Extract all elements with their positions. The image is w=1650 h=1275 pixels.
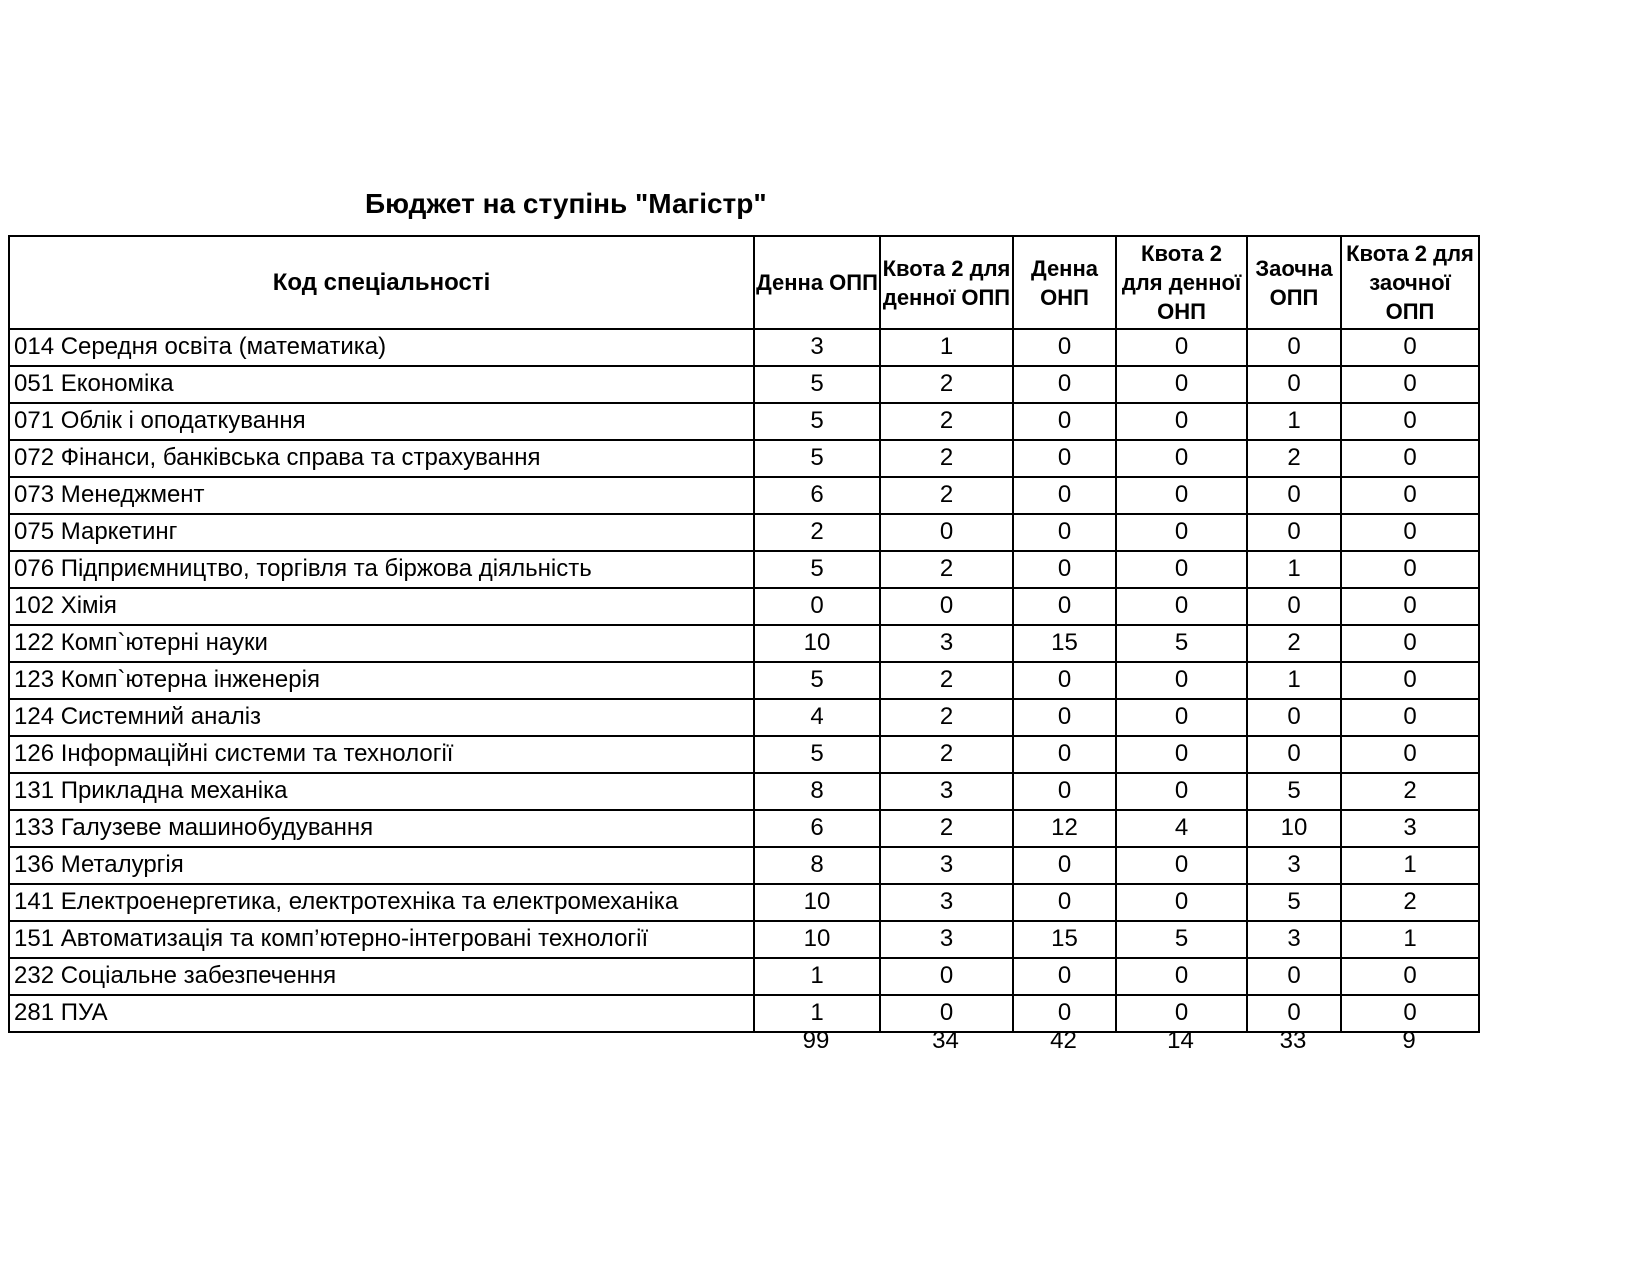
specialty-cell: 123 Комп`ютерна інженерія bbox=[9, 662, 754, 699]
value-cell: 3 bbox=[754, 329, 880, 366]
value-cell: 0 bbox=[1116, 884, 1247, 921]
specialty-cell: 072 Фінанси, банківська справа та страхування bbox=[9, 440, 754, 477]
value-cell: 3 bbox=[1247, 921, 1341, 958]
value-cell: 0 bbox=[1013, 847, 1116, 884]
specialty-cell: 076 Підприємництво, торгівля та біржова діяльність bbox=[9, 551, 754, 588]
specialty-cell: 133 Галузеве машинобудування bbox=[9, 810, 754, 847]
value-cell: 0 bbox=[1341, 662, 1479, 699]
value-cell: 1 bbox=[754, 958, 880, 995]
value-cell: 2 bbox=[1341, 773, 1479, 810]
column-header-specialty: Код спеціальності bbox=[9, 236, 754, 329]
value-cell: 0 bbox=[1013, 958, 1116, 995]
table-row bbox=[9, 736, 1479, 773]
value-cell: 4 bbox=[754, 699, 880, 736]
table-row bbox=[9, 588, 1479, 625]
table-row bbox=[9, 514, 1479, 551]
value-cell: 5 bbox=[754, 403, 880, 440]
value-cell: 1 bbox=[1247, 551, 1341, 588]
specialty-cell: 051 Економіка bbox=[9, 366, 754, 403]
value-cell: 0 bbox=[1013, 329, 1116, 366]
value-cell: 2 bbox=[1247, 625, 1341, 662]
budget-table bbox=[8, 235, 1480, 1033]
column-header-zaochna-opp: Заочна ОПП bbox=[1247, 236, 1341, 329]
value-cell: 0 bbox=[1013, 884, 1116, 921]
value-cell: 0 bbox=[1341, 514, 1479, 551]
value-cell: 3 bbox=[880, 921, 1013, 958]
value-cell: 5 bbox=[754, 736, 880, 773]
value-cell: 0 bbox=[880, 958, 1013, 995]
specialty-cell: 071 Облік і оподаткування bbox=[9, 403, 754, 440]
header-row bbox=[9, 236, 1479, 329]
value-cell: 3 bbox=[880, 773, 1013, 810]
total-cell: 14 bbox=[1167, 1027, 1194, 1054]
value-cell: 2 bbox=[880, 403, 1013, 440]
value-cell: 0 bbox=[880, 514, 1013, 551]
value-cell: 0 bbox=[1116, 477, 1247, 514]
value-cell: 1 bbox=[1341, 921, 1479, 958]
value-cell: 0 bbox=[1013, 514, 1116, 551]
value-cell: 0 bbox=[1247, 699, 1341, 736]
value-cell: 5 bbox=[754, 366, 880, 403]
table-row bbox=[9, 662, 1479, 699]
value-cell: 3 bbox=[1341, 810, 1479, 847]
value-cell: 3 bbox=[880, 847, 1013, 884]
value-cell: 0 bbox=[754, 588, 880, 625]
specialty-cell: 136 Металургія bbox=[9, 847, 754, 884]
total-cell: 33 bbox=[1279, 1027, 1307, 1054]
specialty-cell: 014 Середня освіта (математика) bbox=[9, 329, 754, 366]
table-row bbox=[9, 773, 1479, 810]
value-cell: 5 bbox=[1116, 625, 1247, 662]
value-cell: 0 bbox=[1013, 662, 1116, 699]
value-cell: 2 bbox=[880, 440, 1013, 477]
value-cell: 0 bbox=[1116, 514, 1247, 551]
specialty-cell: 102 Хімія bbox=[9, 588, 754, 625]
value-cell: 0 bbox=[1013, 440, 1116, 477]
specialty-cell: 131 Прикладна механіка bbox=[9, 773, 754, 810]
value-cell: 0 bbox=[1013, 588, 1116, 625]
value-cell: 3 bbox=[880, 625, 1013, 662]
value-cell: 0 bbox=[1116, 440, 1247, 477]
specialty-cell: 073 Менеджмент bbox=[9, 477, 754, 514]
value-cell: 15 bbox=[1013, 625, 1116, 662]
value-cell: 1 bbox=[880, 329, 1013, 366]
specialty-cell: 151 Автоматизація та комп’ютерно-інтегровані технології bbox=[9, 921, 754, 958]
total-cell: 34 bbox=[932, 1027, 959, 1054]
specialty-cell: 281 ПУА bbox=[9, 995, 754, 1032]
total-cell: 99 bbox=[802, 1027, 830, 1054]
value-cell: 0 bbox=[1341, 736, 1479, 773]
value-cell: 0 bbox=[1116, 995, 1247, 1032]
value-cell: 0 bbox=[880, 995, 1013, 1032]
value-cell: 2 bbox=[1247, 440, 1341, 477]
value-cell: 0 bbox=[1116, 958, 1247, 995]
value-cell: 0 bbox=[1013, 366, 1116, 403]
value-cell: 0 bbox=[1116, 366, 1247, 403]
value-cell: 0 bbox=[1116, 773, 1247, 810]
value-cell: 5 bbox=[1116, 921, 1247, 958]
value-cell: 6 bbox=[754, 477, 880, 514]
value-cell: 0 bbox=[1013, 699, 1116, 736]
value-cell: 5 bbox=[754, 551, 880, 588]
value-cell: 2 bbox=[1341, 884, 1479, 921]
value-cell: 0 bbox=[1116, 662, 1247, 699]
value-cell: 2 bbox=[880, 551, 1013, 588]
totals-row bbox=[8, 1024, 1478, 1058]
table-row bbox=[9, 810, 1479, 847]
table-row bbox=[9, 329, 1479, 366]
value-cell: 4 bbox=[1116, 810, 1247, 847]
value-cell: 10 bbox=[754, 884, 880, 921]
value-cell: 0 bbox=[1013, 995, 1116, 1032]
value-cell: 8 bbox=[754, 773, 880, 810]
specialty-cell: 141 Електроенергетика, електротехніка та електромеханіка bbox=[9, 884, 754, 921]
value-cell: 0 bbox=[1247, 477, 1341, 514]
value-cell: 0 bbox=[1013, 403, 1116, 440]
value-cell: 0 bbox=[1116, 847, 1247, 884]
value-cell: 0 bbox=[1247, 514, 1341, 551]
value-cell: 3 bbox=[880, 884, 1013, 921]
value-cell: 0 bbox=[1013, 736, 1116, 773]
value-cell: 0 bbox=[1341, 699, 1479, 736]
table-row bbox=[9, 403, 1479, 440]
column-header-kvota-denna-opp: Квота 2 для денної ОПП bbox=[880, 236, 1013, 329]
value-cell: 1 bbox=[1341, 847, 1479, 884]
total-cell: 9 bbox=[1402, 1027, 1416, 1054]
specialty-cell: 126 Інформаційні системи та технології bbox=[9, 736, 754, 773]
value-cell: 5 bbox=[754, 440, 880, 477]
value-cell: 10 bbox=[754, 625, 880, 662]
value-cell: 0 bbox=[1116, 588, 1247, 625]
page-title: Бюджет на ступінь "Магістр" bbox=[365, 188, 767, 219]
value-cell: 0 bbox=[1247, 329, 1341, 366]
value-cell: 0 bbox=[1341, 440, 1479, 477]
value-cell: 0 bbox=[1116, 551, 1247, 588]
value-cell: 5 bbox=[1247, 884, 1341, 921]
value-cell: 0 bbox=[1341, 958, 1479, 995]
value-cell: 0 bbox=[1247, 588, 1341, 625]
value-cell: 1 bbox=[1247, 662, 1341, 699]
value-cell: 0 bbox=[1341, 366, 1479, 403]
column-header-denna-opp: Денна ОПП bbox=[754, 236, 880, 329]
value-cell: 2 bbox=[880, 366, 1013, 403]
specialty-cell: 232 Соціальне забезпечення bbox=[9, 958, 754, 995]
value-cell: 0 bbox=[1341, 625, 1479, 662]
value-cell: 0 bbox=[1013, 551, 1116, 588]
specialty-cell: 122 Комп`ютерні науки bbox=[9, 625, 754, 662]
table-row bbox=[9, 551, 1479, 588]
column-header-kvota-zaochna-opp: Квота 2 для заочної ОПП bbox=[1341, 236, 1479, 329]
value-cell: 5 bbox=[754, 662, 880, 699]
value-cell: 2 bbox=[880, 699, 1013, 736]
total-cell: 42 bbox=[1050, 1027, 1077, 1054]
value-cell: 8 bbox=[754, 847, 880, 884]
value-cell: 12 bbox=[1013, 810, 1116, 847]
value-cell: 6 bbox=[754, 810, 880, 847]
value-cell: 15 bbox=[1013, 921, 1116, 958]
value-cell: 10 bbox=[1247, 810, 1341, 847]
value-cell: 0 bbox=[1116, 403, 1247, 440]
value-cell: 0 bbox=[1116, 736, 1247, 773]
table-row bbox=[9, 958, 1479, 995]
value-cell: 0 bbox=[1247, 995, 1341, 1032]
specialty-cell: 075 Маркетинг bbox=[9, 514, 754, 551]
value-cell: 0 bbox=[880, 588, 1013, 625]
column-header-kvota-denna-onp: Квота 2 для денної ОНП bbox=[1116, 236, 1247, 329]
value-cell: 0 bbox=[1341, 329, 1479, 366]
table-row bbox=[9, 477, 1479, 514]
value-cell: 0 bbox=[1247, 958, 1341, 995]
value-cell: 0 bbox=[1116, 699, 1247, 736]
value-cell: 0 bbox=[1247, 736, 1341, 773]
value-cell: 2 bbox=[880, 477, 1013, 514]
table-row bbox=[9, 366, 1479, 403]
value-cell: 2 bbox=[880, 810, 1013, 847]
value-cell: 0 bbox=[1013, 477, 1116, 514]
column-header-denna-onp: Денна ОНП bbox=[1013, 236, 1116, 329]
value-cell: 5 bbox=[1247, 773, 1341, 810]
table-row bbox=[9, 921, 1479, 958]
table-row bbox=[9, 699, 1479, 736]
value-cell: 2 bbox=[754, 514, 880, 551]
value-cell: 1 bbox=[754, 995, 880, 1032]
table-row bbox=[9, 440, 1479, 477]
table-row bbox=[9, 847, 1479, 884]
value-cell: 0 bbox=[1247, 366, 1341, 403]
table-row bbox=[9, 884, 1479, 921]
table-row bbox=[9, 625, 1479, 662]
value-cell: 0 bbox=[1013, 773, 1116, 810]
value-cell: 0 bbox=[1341, 403, 1479, 440]
value-cell: 2 bbox=[880, 662, 1013, 699]
value-cell: 2 bbox=[880, 736, 1013, 773]
value-cell: 3 bbox=[1247, 847, 1341, 884]
value-cell: 10 bbox=[754, 921, 880, 958]
specialty-cell: 124 Системний аналіз bbox=[9, 699, 754, 736]
value-cell: 0 bbox=[1341, 477, 1479, 514]
value-cell: 0 bbox=[1341, 588, 1479, 625]
value-cell: 0 bbox=[1341, 551, 1479, 588]
value-cell: 0 bbox=[1116, 329, 1247, 366]
value-cell: 1 bbox=[1247, 403, 1341, 440]
value-cell: 0 bbox=[1341, 995, 1479, 1032]
budget-table-body bbox=[9, 329, 1479, 1032]
